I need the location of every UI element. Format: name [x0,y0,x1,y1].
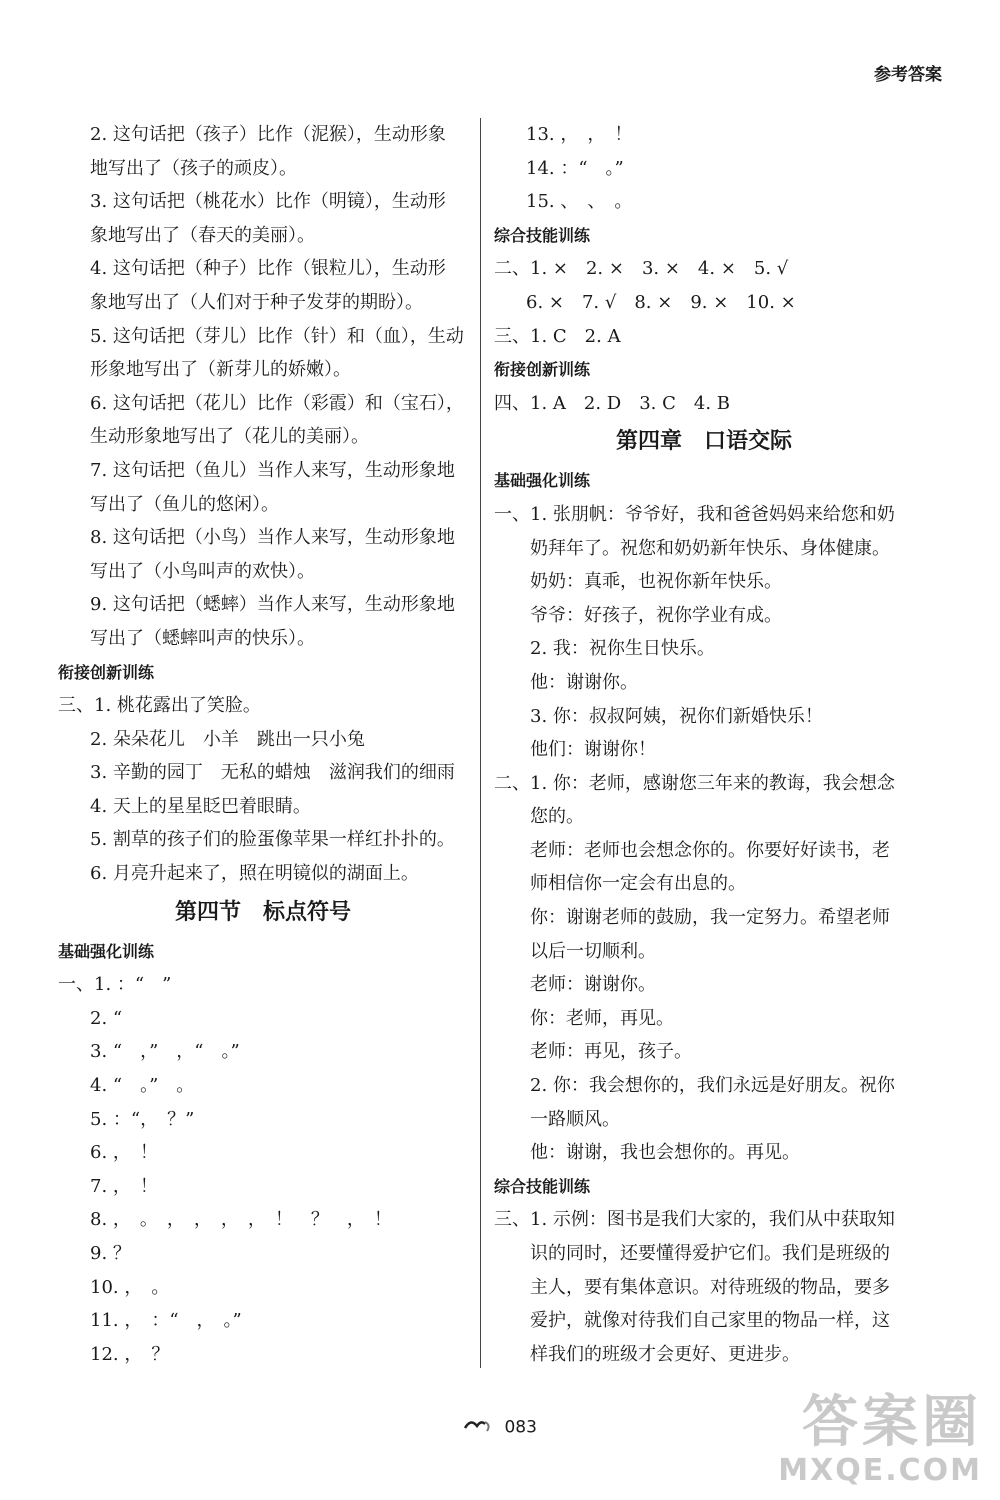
answer-line: 你：谢谢老师的鼓励，我一定努力。希望老师 [530,907,890,929]
answer-line: 3. 这句话把（桃花水）比作（明镜），生动形 [90,191,446,213]
answer-line: 5. 割草的孩子们的脸蛋像苹果一样红扑扑的。 [90,829,455,851]
answer-line: 奶奶：真乖，也祝你新年快乐。 [530,571,782,593]
answer-line: 15. 、 、 。 [526,191,633,213]
section-heading: 综合技能训练 [494,225,591,245]
answer-line: 2. 朵朵花儿 小羊 跳出一只小兔 [90,728,365,750]
watermark-line2: MXQE.COM [778,1453,982,1488]
answer-line: 三、1. C 2. A [494,325,621,347]
answer-line: 老师：谢谢你。 [530,974,656,996]
answer-line: 一、1. ：“ ” [58,974,172,996]
publisher-logo-icon [463,1416,493,1439]
answer-line: 12. ， ？ [90,1343,170,1365]
answer-line: 他：谢谢，我也会想你的。再见。 [530,1142,800,1164]
answer-line: 形象地写出了（新芽儿的娇嫩）。 [90,359,351,381]
answer-line: 他们：谢谢你！ [530,739,656,761]
answer-line: 主人，要有集体意识。对待班级的物品，要多 [530,1276,890,1298]
answer-line: 一、1. 张朋帆：爷爷好，我和爸爸妈妈来给您和奶 [494,503,895,525]
answer-line: 三、1. 桃花露出了笑脸。 [58,695,261,717]
answer-line: 三、1. 示例：图书是我们大家的，我们从中获取知 [494,1209,895,1231]
answer-line: 象地写出了（春天的美丽）。 [90,224,315,246]
answer-line: 写出了（小鸟叫声的欢快）。 [90,560,315,582]
answer-line: 5. ：“， ？” [90,1108,195,1130]
chapter-heading: 第四节 标点符号 [174,899,351,925]
answer-line: 6. 这句话把（花儿）比作（彩霞）和（宝石）， [90,392,464,414]
left-column [58,118,468,1371]
answer-line: 爷爷：好孩子，祝你学业有成。 [530,604,782,626]
section-heading: 基础强化训练 [494,471,591,491]
answer-line: 10. ， 。 [90,1276,170,1298]
answer-line: 老师：老师也会想念你的。你要好好读书，老 [530,839,890,861]
answer-line: 4. 天上的星星眨巴着眼睛。 [90,795,311,817]
answer-line: 4. 这句话把（种子）比作（银粒儿），生动形 [90,258,446,280]
answer-line: 6. 月亮升起来了，照在明镜似的湖面上。 [90,863,419,885]
answer-line: 3. 辛勤的园丁 无私的蜡烛 滋润我们的细雨 [90,762,455,784]
page-number: 083 [504,1417,537,1438]
answer-line: 奶拜年了。祝您和奶奶新年快乐、身体健康。 [530,537,890,559]
section-heading: 衔接创新训练 [494,360,591,380]
answer-line: 8. 这句话把（小鸟）当作人来写，生动形象地 [90,527,455,549]
answer-line: 你：老师，再见。 [530,1007,674,1029]
answer-line: 11. ， ：“ ， 。” [90,1310,242,1332]
answer-line: 2. “ [90,1007,123,1029]
answer-line: 老师：再见，孩子。 [530,1041,692,1063]
answer-line: 四、1. A 2. D 3. C 4. B [494,392,731,414]
answer-line: 4. “ 。” 。 [90,1075,195,1097]
answer-line: 写出了（蟋蟀叫声的快乐）。 [90,627,315,649]
chapter-heading: 第四章 口语交际 [615,429,792,455]
answer-line: 地写出了（孩子的顽皮）。 [90,157,297,179]
answer-line: 2. 我：祝你生日快乐。 [530,638,715,660]
answer-line: 9. ？ [90,1243,131,1264]
section-heading: 衔接创新训练 [58,662,155,682]
column-divider [480,118,481,1368]
answer-line: 样我们的班级才会更好、更进步。 [530,1343,800,1365]
answer-line: 象地写出了（人们对于种子发芽的期盼）。 [90,291,423,313]
answer-line: 生动形象地写出了（花儿的美丽）。 [90,426,369,448]
right-column [494,118,914,1371]
answer-line: 13. ， ， ！ [526,124,633,145]
answer-line: 3. 你：叔叔阿姨，祝你们新婚快乐！ [530,705,823,727]
answer-line: 7. ， ！ [90,1175,158,1197]
section-heading: 综合技能训练 [494,1176,591,1196]
page-header-title: 参考答案 [874,65,942,85]
answer-line: 2. 这句话把（孩子）比作（泥猴），生动形象 [90,124,446,145]
answer-line: 7. 这句话把（鱼儿）当作人来写，生动形象地 [90,459,455,481]
answer-line: 2. 你：我会想你的，我们永远是好朋友。祝你 [530,1075,895,1097]
answer-line: 二、1. 你：老师，感谢您三年来的教诲，我会想念 [494,772,895,794]
answer-line: 8. ， 。 ， ， ， ， ！ ？ ， ！ [90,1209,392,1231]
answer-line: 一路顺风。 [530,1108,620,1130]
answer-line: 以后一切顺利。 [530,940,656,962]
answer-line: 您的。 [530,806,584,828]
answer-line: 师相信你一定会有出息的。 [530,873,746,895]
watermark-line1: 答案圈 [802,1390,982,1455]
answer-line: 识的同时，还要懂得爱护它们。我们是班级的 [530,1243,890,1264]
answer-line: 他：谢谢你。 [530,671,638,693]
answer-line: 6. ， ！ [90,1142,158,1164]
answer-line: 二、1. × 2. × 3. × 4. × 5. √ [494,258,789,280]
answer-line: 写出了（鱼儿的悠闲）。 [90,493,279,515]
answer-line: 3. “ ，” ，“ 。” [90,1041,240,1063]
watermark [778,1390,982,1488]
answer-line: 5. 这句话把（芽儿）比作（针）和（血），生动 [90,325,464,347]
section-heading: 基础强化训练 [58,941,155,961]
answer-line: 6. × 7. √ 8. × 9. × 10. × [526,291,796,313]
answer-line: 爱护，就像对待我们自己家里的物品一样，这 [530,1310,890,1332]
answer-line: 9. 这句话把（蟋蟀）当作人来写，生动形象地 [90,594,455,616]
answer-line: 14. ：“ 。” [526,157,624,179]
